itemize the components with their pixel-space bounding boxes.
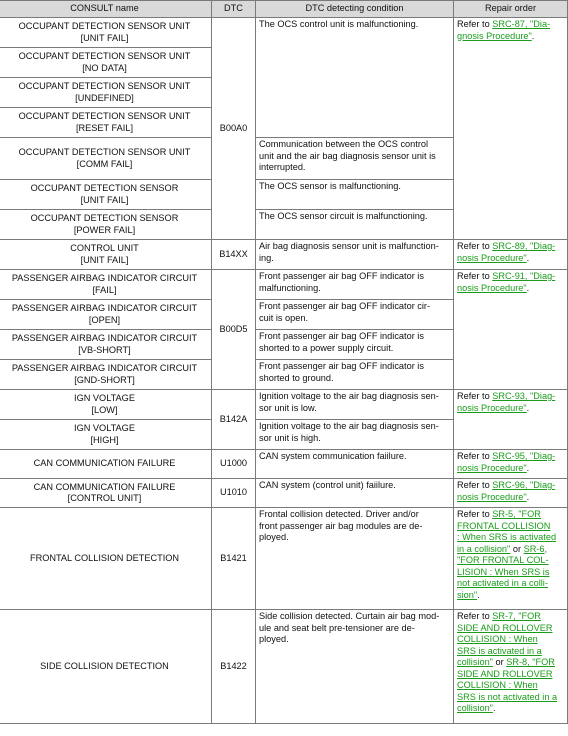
consult-name-line: [HIGH] <box>90 434 119 445</box>
repair-order-line <box>457 680 564 692</box>
repair-reference-link[interactable]: SRC-91, "Diag- <box>492 271 556 281</box>
repair-order-text: or <box>492 657 507 667</box>
consult-name-line: CAN COMMUNICATION FAILURE <box>33 481 176 492</box>
repair-order-text: . <box>526 402 530 413</box>
dtc-code-cell: U1010 <box>212 479 256 508</box>
condition-cell <box>256 138 454 180</box>
repair-reference-link[interactable]: FRONTAL COLLISION <box>457 520 551 531</box>
header-condition: DTC detecting condition <box>256 1 454 18</box>
condition-line: ing. <box>259 252 274 263</box>
consult-name-line: [UNIT FAIL] <box>80 254 129 265</box>
consult-name-cell <box>0 390 212 420</box>
condition-line: Ignition voltage to the air bag diagnosis sen- <box>259 421 439 431</box>
repair-reference-link[interactable]: SRS is activated in a <box>457 645 542 656</box>
repair-order-line <box>457 590 564 602</box>
condition-line: Front passenger air bag OFF indicator is <box>259 361 424 371</box>
condition-line: Communication between the OCS control <box>259 139 429 149</box>
header-dtc: DTC <box>212 1 256 18</box>
consult-name-line: [UNDEFINED] <box>75 92 134 103</box>
consult-name-cell <box>0 138 212 180</box>
consult-name-line: OCCUPANT DETECTION SENSOR <box>30 213 179 223</box>
repair-reference-link[interactable]: SIDE AND ROLLOVER <box>457 622 553 633</box>
condition-cell <box>256 450 454 479</box>
consult-name-cell <box>0 300 212 330</box>
consult-name-line: [LOW] <box>91 404 118 415</box>
condition-line: malfunctioning. <box>259 282 321 293</box>
repair-order-text: . <box>526 252 530 263</box>
condition-line: ule and seat belt pre-tensioner are de- <box>259 622 415 633</box>
repair-order-text: Refer to <box>457 509 493 519</box>
condition-cell <box>256 420 454 450</box>
condition-line: Frontal collision detected. Driver and/or <box>259 509 419 519</box>
consult-name-line: IGN VOLTAGE <box>74 393 135 403</box>
repair-order-text: Refer to <box>457 611 493 621</box>
consult-name-cell <box>0 479 212 508</box>
consult-name-line: [OPEN] <box>88 314 121 325</box>
dtc-code-cell: B142A <box>212 390 256 450</box>
condition-line: Front passenger air bag OFF indicator is <box>259 271 424 281</box>
condition-line: Air bag diagnosis sensor unit is malfunction- <box>259 241 439 251</box>
condition-cell <box>256 240 454 270</box>
condition-cell <box>256 479 454 508</box>
condition-cell <box>256 300 454 330</box>
dtc-code-cell: B00D5 <box>212 270 256 390</box>
consult-name-line: OCCUPANT DETECTION SENSOR UNIT <box>18 51 191 61</box>
condition-line: The OCS sensor circuit is malfunctioning. <box>259 211 428 221</box>
table-header-row <box>0 1 568 18</box>
consult-name-cell <box>0 450 212 479</box>
consult-name-cell <box>0 610 212 724</box>
repair-order-cell <box>454 508 568 610</box>
consult-name-line: OCCUPANT DETECTION SENSOR UNIT <box>18 147 191 157</box>
repair-order-line <box>457 646 564 658</box>
repair-reference-link[interactable]: nosis Procedure" <box>457 491 527 502</box>
consult-name-line: IGN VOLTAGE <box>74 423 135 433</box>
condition-line: sor unit is low. <box>259 402 317 413</box>
consult-name-cell <box>0 180 212 210</box>
condition-line: shorted to a power supply circuit. <box>259 342 394 353</box>
consult-name-line: SIDE COLLISION DETECTION <box>40 660 169 671</box>
repair-reference-link[interactable]: SRC-87, "Dia- <box>492 19 551 29</box>
repair-order-cell <box>454 610 568 724</box>
repair-reference-link[interactable]: SRC-89, "Diag- <box>492 241 556 251</box>
consult-name-cell <box>0 240 212 270</box>
repair-reference-link[interactable]: nosis Procedure" <box>457 462 527 473</box>
condition-cell <box>256 270 454 300</box>
consult-name-line: [POWER FAIL] <box>73 224 136 235</box>
dtc-code-cell: B00A0 <box>212 18 256 240</box>
table-row <box>0 508 568 610</box>
table-row <box>0 479 568 508</box>
header-consult-name: CONSULT name <box>0 1 212 18</box>
consult-name-cell <box>0 210 212 240</box>
repair-order-line <box>457 451 564 463</box>
repair-reference-link[interactable]: collision" <box>457 657 493 667</box>
table-row <box>0 18 568 48</box>
repair-order-line <box>457 544 564 556</box>
repair-reference-link[interactable]: SIDE AND ROLLOVER <box>457 668 553 679</box>
repair-order-cell <box>454 18 568 240</box>
consult-name-cell <box>0 48 212 78</box>
repair-order-text: . <box>477 589 480 600</box>
repair-order-line <box>457 391 564 403</box>
repair-reference-link[interactable]: in a collision" <box>457 543 511 554</box>
repair-reference-link[interactable]: COLLISION : When <box>457 680 538 690</box>
repair-reference-link[interactable]: SRS is not activated in a <box>457 691 558 702</box>
repair-order-line <box>457 623 564 635</box>
repair-reference-link[interactable]: SR-8, "FOR <box>506 657 555 667</box>
repair-order-text: Refer to <box>457 391 493 401</box>
repair-order-text: . <box>526 462 530 473</box>
repair-order-cell <box>454 479 568 508</box>
repair-reference-link[interactable]: SRC-95, "Diag- <box>492 451 556 461</box>
condition-cell <box>256 210 454 240</box>
repair-order-text: or <box>510 543 524 554</box>
dtc-code-cell: B14XX <box>212 240 256 270</box>
repair-reference-link[interactable]: nosis Procedure" <box>457 402 527 413</box>
dtc-code-cell: B1422 <box>212 610 256 724</box>
repair-reference-link[interactable]: SRC-93, "Diag- <box>492 391 556 401</box>
repair-order-text: . <box>531 30 535 41</box>
consult-name-line: [UNIT FAIL] <box>80 32 129 43</box>
consult-name-line: PASSENGER AIRBAG INDICATOR CIRCUIT <box>11 303 198 313</box>
condition-line: The OCS sensor is malfunctioning. <box>259 181 401 191</box>
repair-order-line <box>457 532 564 544</box>
condition-line: ployed. <box>259 634 289 644</box>
consult-name-line: OCCUPANT DETECTION SENSOR UNIT <box>18 81 191 91</box>
consult-name-cell <box>0 420 212 450</box>
repair-order-line <box>457 657 564 669</box>
condition-cell <box>256 360 454 390</box>
repair-order-line <box>457 634 564 646</box>
repair-order-line <box>457 19 564 31</box>
repair-reference-link[interactable]: SRC-96, "Diag- <box>492 480 556 490</box>
condition-line: Front passenger air bag OFF indicator cir- <box>259 301 431 311</box>
dtc-code-cell: B1421 <box>212 508 256 610</box>
consult-name-line: PASSENGER AIRBAG INDICATOR CIRCUIT <box>11 363 198 373</box>
repair-order-line <box>457 463 564 475</box>
condition-line: CAN system communication faiilure. <box>259 451 407 461</box>
consult-name-line: [NO DATA] <box>82 62 127 73</box>
repair-order-line <box>457 241 564 253</box>
repair-order-line <box>457 521 564 533</box>
repair-order-line <box>457 578 564 590</box>
repair-order-text: Refer to <box>457 19 493 29</box>
repair-order-line <box>457 403 564 415</box>
repair-reference-link[interactable]: not activated in a colli- <box>457 578 548 588</box>
consult-name-line: PASSENGER AIRBAG INDICATOR CIRCUIT <box>11 333 198 343</box>
consult-name-cell <box>0 18 212 48</box>
consult-name-cell <box>0 78 212 108</box>
condition-line: unit and the air bag diagnosis sensor unit is <box>259 150 436 161</box>
repair-order-line <box>457 692 564 704</box>
repair-order-line <box>457 611 564 623</box>
header-repair-order: Repair order <box>454 1 568 18</box>
repair-order-cell <box>454 390 568 450</box>
repair-order-text: Refer to <box>457 480 493 490</box>
repair-reference-link[interactable]: "FOR FRONTAL COL- <box>457 555 549 565</box>
condition-cell <box>256 508 454 610</box>
consult-name-line: CONTROL UNIT <box>70 243 139 253</box>
consult-name-cell <box>0 270 212 300</box>
repair-order-line <box>457 669 564 681</box>
repair-reference-link[interactable]: : When SRS is activated <box>457 532 557 542</box>
condition-line: sor unit is high. <box>259 432 321 443</box>
condition-cell <box>256 390 454 420</box>
table-row <box>0 270 568 300</box>
condition-line: shorted to ground. <box>259 372 334 383</box>
condition-line: Side collision detected. Curtain air bag mod- <box>259 611 440 621</box>
condition-line: CAN system (control unit) faiilure. <box>259 480 396 490</box>
repair-order-text: Refer to <box>457 241 493 251</box>
repair-order-cell <box>454 450 568 479</box>
consult-name-cell <box>0 108 212 138</box>
condition-cell <box>256 180 454 210</box>
repair-order-line <box>457 480 564 492</box>
repair-order-text: Refer to <box>457 271 493 281</box>
consult-name-line: [FAIL] <box>92 284 117 295</box>
condition-line: Ignition voltage to the air bag diagnosis sen- <box>259 391 439 401</box>
consult-name-line: OCCUPANT DETECTION SENSOR UNIT <box>18 111 191 121</box>
consult-name-line: CAN COMMUNICATION FAILURE <box>33 458 176 469</box>
repair-order-text: . <box>526 282 530 293</box>
repair-reference-link[interactable]: nosis Procedure" <box>457 252 527 263</box>
condition-line: front passenger air bag modules are de- <box>259 520 423 531</box>
table-row <box>0 240 568 270</box>
condition-cell <box>256 610 454 724</box>
repair-order-line <box>457 567 564 579</box>
repair-order-cell <box>454 240 568 270</box>
repair-order-line <box>457 555 564 567</box>
repair-order-line <box>457 703 564 715</box>
repair-order-line <box>457 31 564 43</box>
consult-name-line: [RESET FAIL] <box>75 122 134 133</box>
repair-reference-link[interactable]: gnosis Procedure" <box>457 30 532 41</box>
condition-cell <box>256 330 454 360</box>
consult-name-cell <box>0 330 212 360</box>
repair-reference-link[interactable]: SR-5, "FOR <box>492 509 541 519</box>
repair-reference-link[interactable]: SR-7, "FOR <box>492 611 541 621</box>
condition-cell <box>256 18 454 138</box>
consult-name-line: OCCUPANT DETECTION SENSOR UNIT <box>18 21 191 31</box>
consult-name-line: [GND-SHORT] <box>74 374 135 385</box>
condition-line: Front passenger air bag OFF indicator is <box>259 331 424 341</box>
repair-order-line <box>457 271 564 283</box>
condition-line: The OCS control unit is malfunctioning. <box>259 19 419 29</box>
consult-name-line: OCCUPANT DETECTION SENSOR <box>30 183 179 193</box>
consult-name-line: FRONTAL COLLISION DETECTION <box>29 552 180 563</box>
repair-order-text: . <box>526 491 530 502</box>
consult-name-line: [VB-SHORT] <box>78 344 131 355</box>
repair-reference-link[interactable]: SR-6, <box>523 543 548 554</box>
condition-line: cuit is open. <box>259 312 309 323</box>
consult-name-cell <box>0 360 212 390</box>
repair-order-cell <box>454 270 568 390</box>
repair-order-text: . <box>492 703 496 713</box>
consult-name-line: [COMM FAIL] <box>76 158 133 169</box>
table-row <box>0 610 568 724</box>
repair-order-line <box>457 283 564 295</box>
table-row <box>0 390 568 420</box>
dtc-code-cell: U1000 <box>212 450 256 479</box>
repair-reference-link[interactable]: collision" <box>457 703 493 713</box>
consult-name-line: [UNIT FAIL] <box>80 194 129 205</box>
table-row <box>0 450 568 479</box>
repair-reference-link[interactable]: nosis Procedure" <box>457 282 527 293</box>
repair-order-text: Refer to <box>457 451 493 461</box>
repair-order-line <box>457 492 564 504</box>
repair-order-line <box>457 253 564 265</box>
condition-line: interrupted. <box>259 162 306 172</box>
repair-reference-link[interactable]: COLLISION : When <box>457 634 538 644</box>
consult-name-line: [CONTROL UNIT] <box>67 493 142 503</box>
repair-reference-link[interactable]: sion" <box>457 589 478 600</box>
consult-name-line: PASSENGER AIRBAG INDICATOR CIRCUIT <box>11 273 198 283</box>
consult-name-cell <box>0 508 212 610</box>
repair-order-line <box>457 509 564 521</box>
condition-line: ployed. <box>259 532 289 542</box>
repair-reference-link[interactable]: LISION : When SRS is <box>457 566 550 577</box>
